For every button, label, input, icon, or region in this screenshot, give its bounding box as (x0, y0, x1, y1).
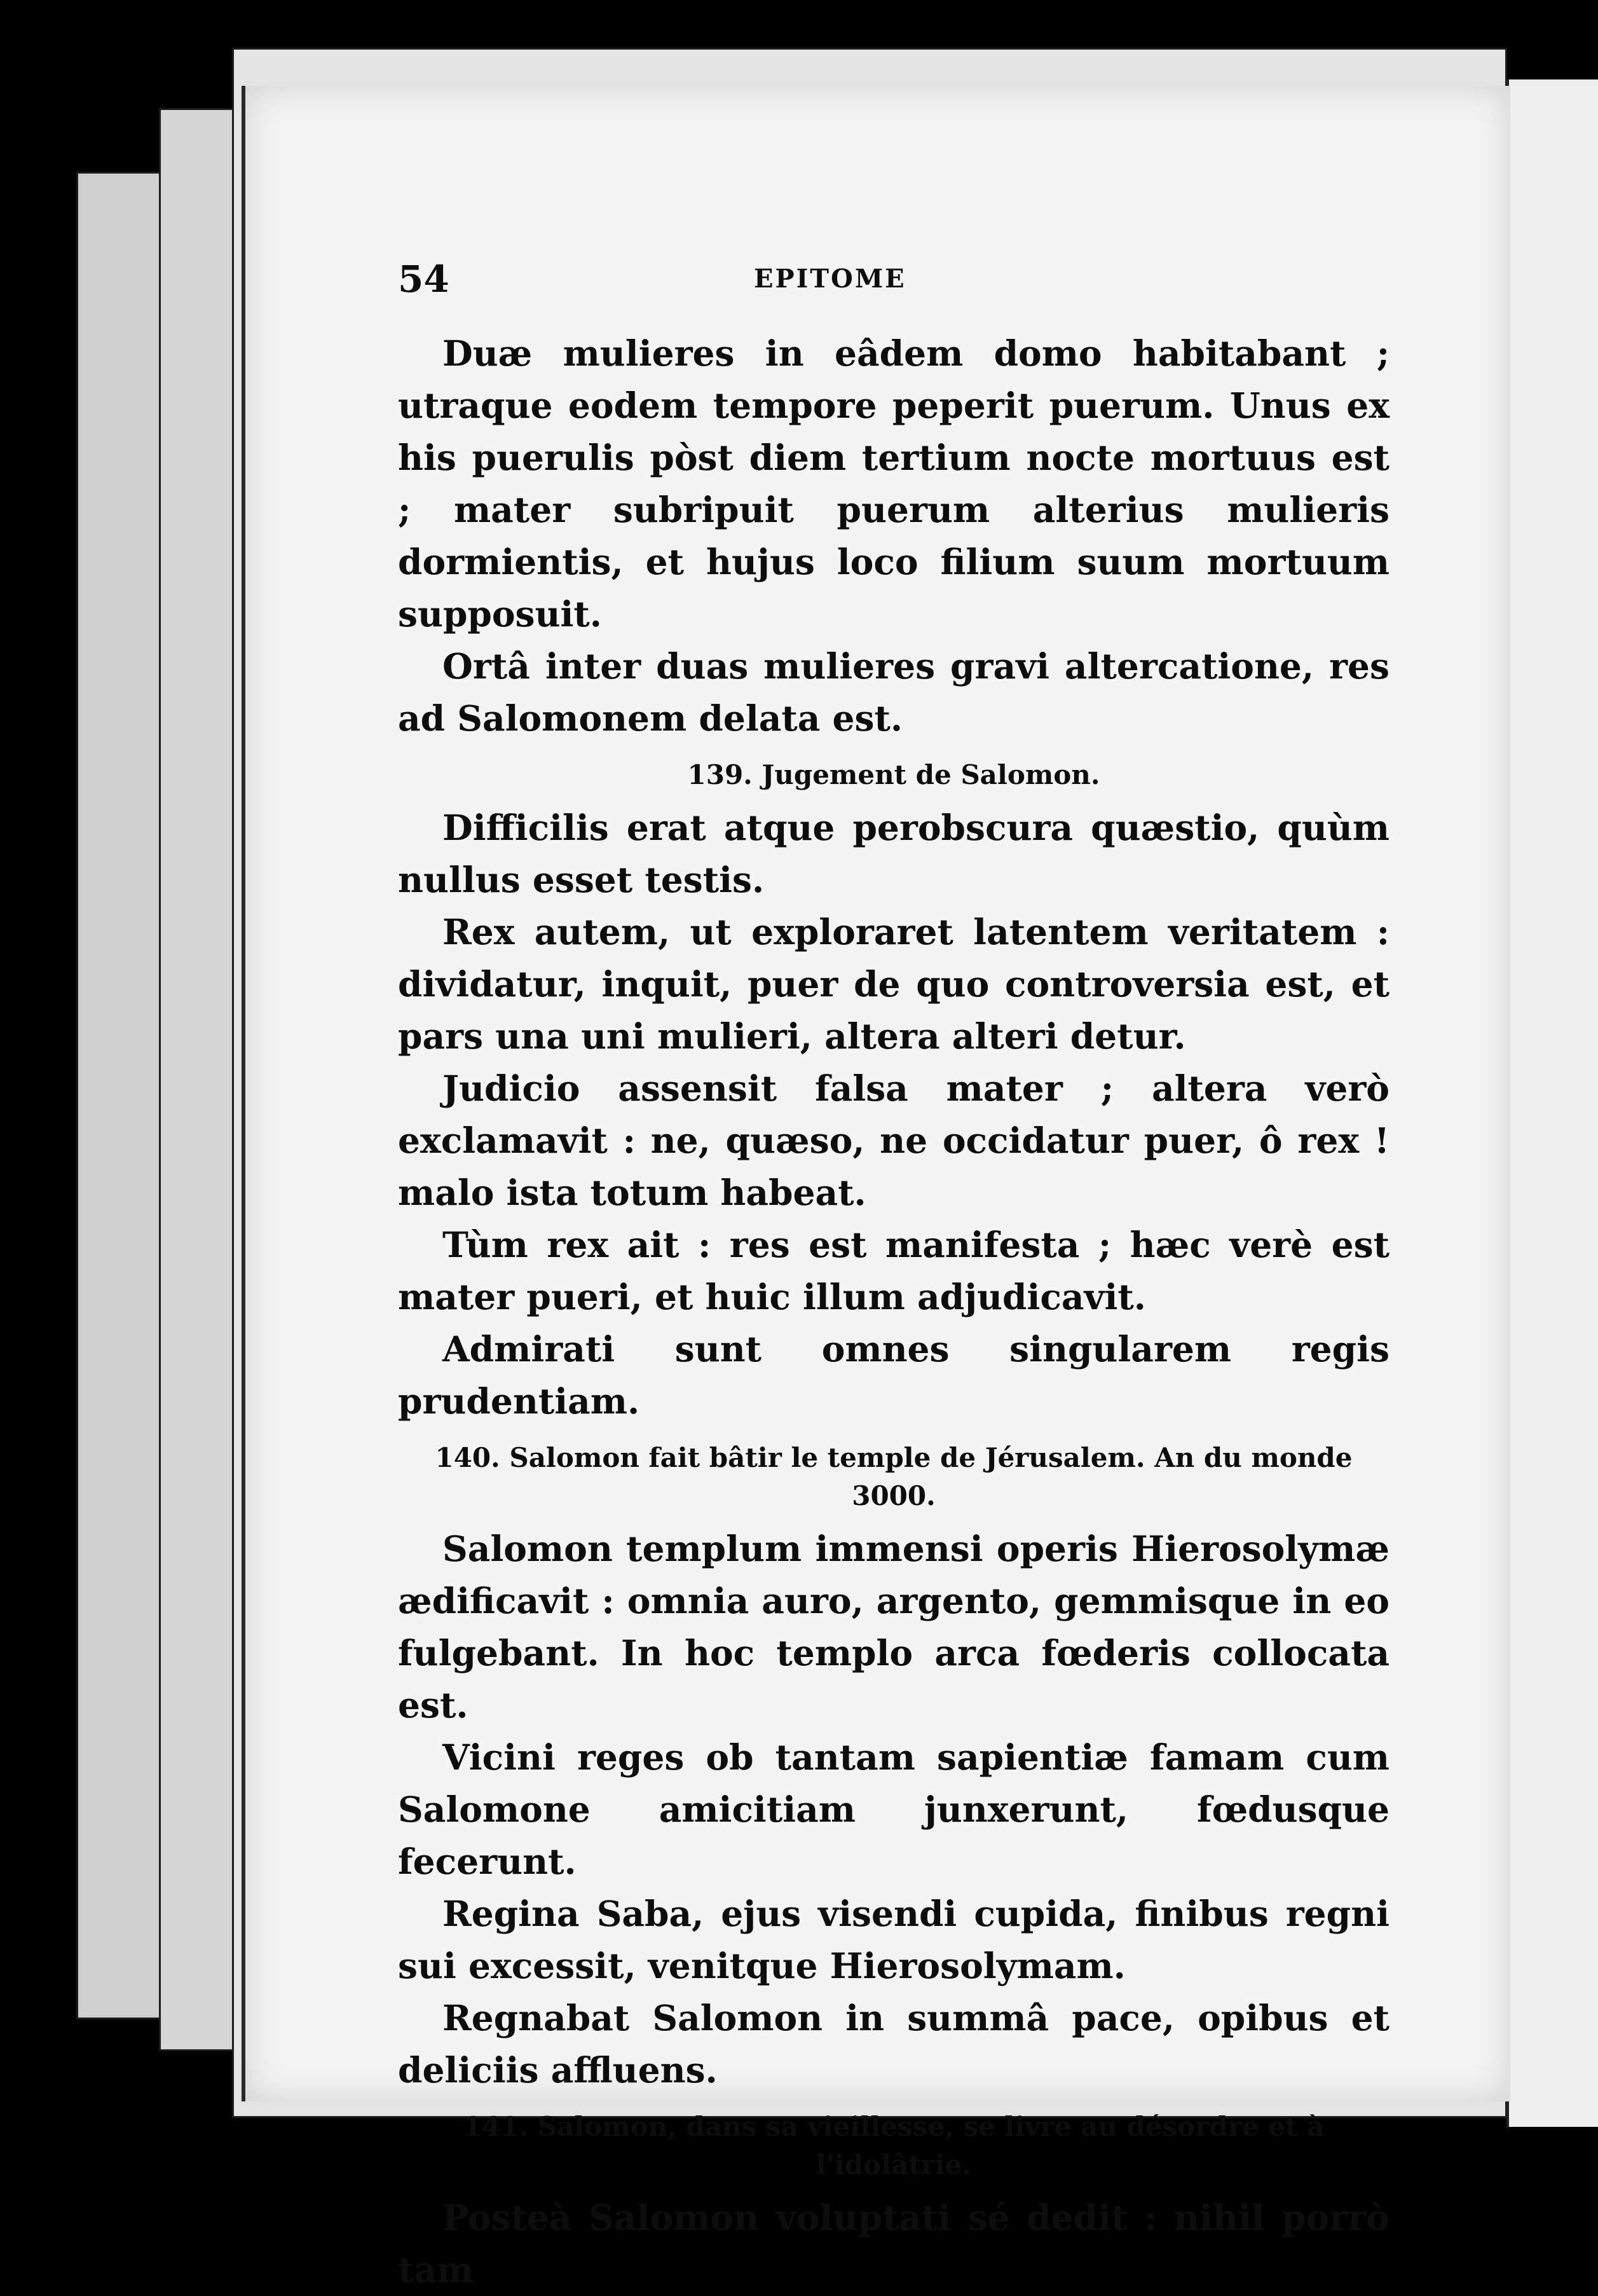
paragraph: Ortâ inter duas mulieres gravi altercatione, res ad Salomonem delata est. (398, 645, 1390, 739)
book-page (242, 86, 1510, 2290)
paragraph: Duæ mulieres in eâdem domo habitabant ; utraque eodem tempore peperit puerum. Unus ex his puerulis pòst diem tertium nocte mortuus est ; mater subripuit puerum alterius mulieris dormientis, et hujus loco filium suum mortuum supposuit. (398, 333, 1390, 635)
section-heading: 140. Salomon fait bâtir le temple de Jérusalem. An du monde 3000. (435, 1442, 1353, 1511)
paragraph: Regina Saba, ejus visendi cupida, finibus regni sui excessit, venitque Hierosolymam. (398, 1893, 1390, 1986)
page-header (398, 258, 1390, 315)
facing-page-edge (1506, 79, 1598, 2127)
paragraph: Salomon templum immensi operis Hierosolymæ ædificavit : omnia auro, argento, gemmisque in eo fulgebant. In hoc templo arca fœderis collocata est. (398, 1528, 1390, 1726)
section-heading: 141. Salomon, dans sa vieillesse, se livre au désordre et à l'idolâtrie. (463, 2111, 1325, 2180)
paragraph: Judicio assensit falsa mater ; altera verò exclamavit : ne, quæso, ne occidatur puer, ô rex ! malo ista totum habeat. (398, 1068, 1390, 1213)
paragraph: Admirati sunt omnes singularem regis prudentiam. (398, 1328, 1390, 1422)
paragraph: Regnabat Salomon in summâ pace, opibus et deliciis affluens. (398, 1997, 1390, 2091)
page-content (398, 258, 1390, 2296)
paragraph: Vicini reges ob tantam sapientiæ famam cum Salomone amicitiam junxerunt, fœdusque fecerunt. (398, 1736, 1390, 1882)
page-number: 54 (398, 258, 449, 301)
paragraph: Difficilis erat atque perobscura quæstio, quùm nullus esset testis. (398, 807, 1390, 900)
paragraph: Tùm rex ait : res est manifesta ; hæc verè est mater pueri, et huic illum adjudicavit. (398, 1224, 1390, 1317)
section-heading: 139. Jugement de Salomon. (687, 759, 1100, 790)
paragraph: Rex autem, ut exploraret latentem veritatem : dividatur, inquit, puer de quo controversia est, et pars una uni mulieri, altera alteri detur. (398, 911, 1390, 1057)
running-title: EPITOME (754, 264, 906, 294)
paragraph: Posteà Salomon voluptati sé dedit : nihil porrò tam (398, 2197, 1390, 2290)
